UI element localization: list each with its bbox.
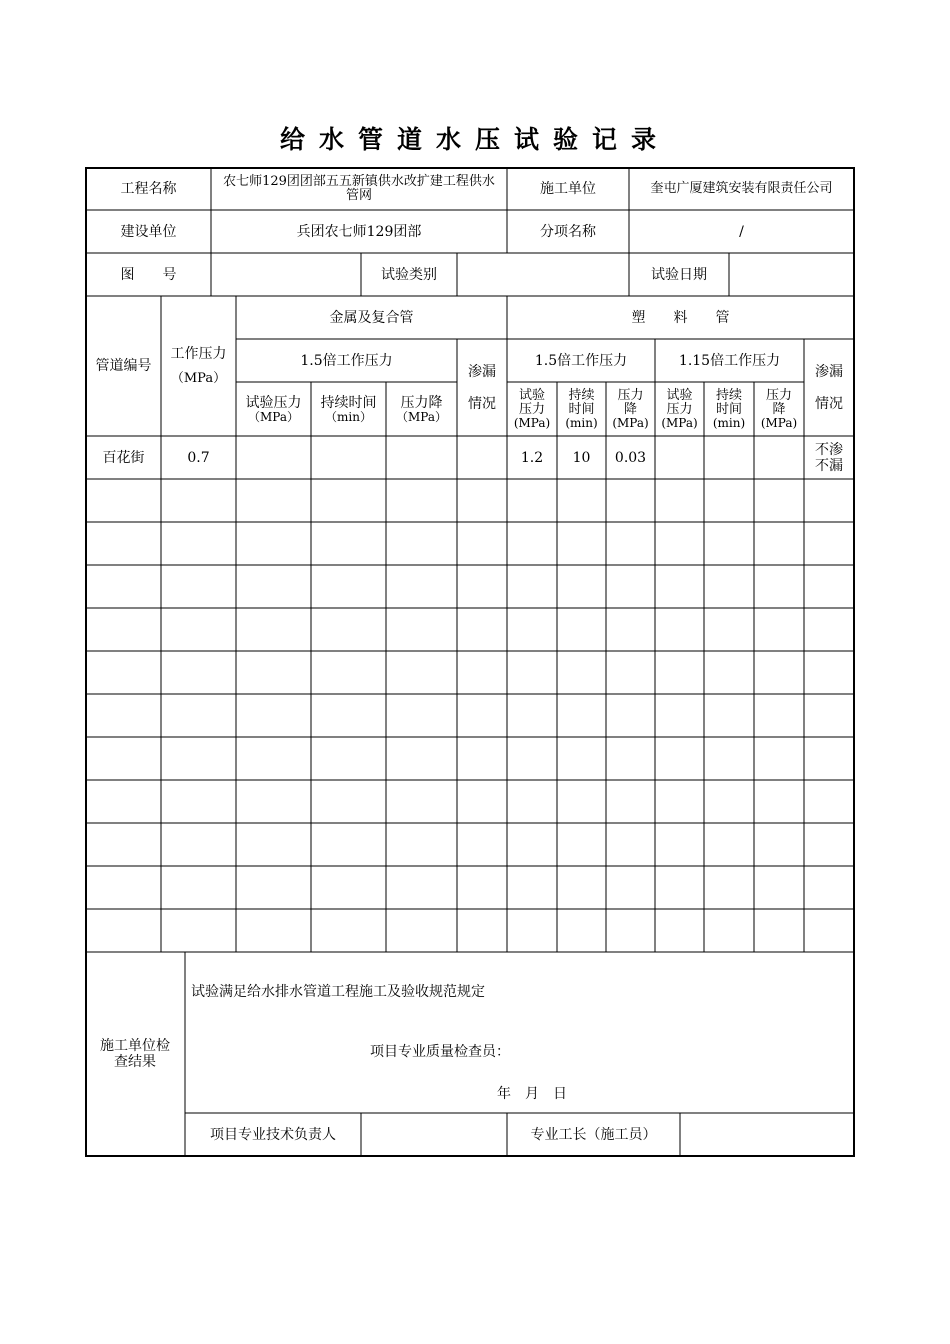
col-p15-dur-unit: (min) <box>565 415 598 430</box>
row-p15-duration: 10 <box>572 449 591 466</box>
col-work-pressure-unit: （MPa） <box>170 371 227 386</box>
col-p115-test-l2: 压力 <box>666 401 693 417</box>
col-work-pressure <box>161 296 236 436</box>
quality-inspector: 项目专业质量检查员： <box>370 1044 510 1060</box>
col-p115-duration <box>704 382 754 436</box>
col-plastic-leak <box>804 339 854 436</box>
row-leak: 不渗不漏 <box>815 441 843 474</box>
col-p115-drop-l2: 降 <box>772 401 786 417</box>
col-metal-duration-unit: （min） <box>325 409 372 424</box>
col-metal-test-pressure-unit: （MPa） <box>248 409 299 424</box>
col-work-pressure-label: 工作压力 <box>170 346 227 362</box>
col-plastic-leak-line2: 情况 <box>815 395 843 412</box>
col-metal-duration-label: 持续时间 <box>320 394 377 411</box>
col-p115-drop-unit: (MPa) <box>760 415 798 430</box>
col-p115-dur-unit: (min) <box>712 415 746 430</box>
col-metal-drop <box>386 382 457 436</box>
row-p15-test: 1.2 <box>520 449 544 466</box>
col-p15-drop-l1: 压力 <box>617 387 644 403</box>
col-metal-composite: 金属及复合管 <box>329 309 414 326</box>
col-metal-test-pressure-label: 试验压力 <box>245 394 302 411</box>
contractor-value: 奎屯广厦建筑安装有限责任公司 <box>650 181 833 196</box>
check-date: 年 月 日 <box>497 1086 567 1102</box>
col-plastic: 塑 料 管 <box>631 309 730 326</box>
col-p115-dur-l2: 时间 <box>715 401 742 417</box>
col-p15-test-l1: 试验 <box>518 387 545 403</box>
subitem-label: 分项名称 <box>540 223 596 240</box>
check-result-label: 施工单位检查结果 <box>100 1038 170 1070</box>
col-plastic-15x: 1.5倍工作压力 <box>534 352 628 369</box>
col-metal-test-pressure <box>236 382 311 436</box>
subitem-value: / <box>739 223 744 240</box>
col-plastic-115x: 1.15倍工作压力 <box>678 352 781 369</box>
test-date-label: 试验日期 <box>651 266 707 283</box>
project-name-label: 工程名称 <box>120 181 177 197</box>
row-p15-drop: 0.03 <box>614 449 647 466</box>
col-pipe-no: 管道编号 <box>95 358 152 374</box>
col-p115-test-unit: (MPa) <box>661 415 698 430</box>
project-name-value: 农七师129团团部五五新镇供水改扩建工程供水管网 <box>223 174 495 203</box>
col-metal-duration <box>311 382 386 436</box>
col-metal-15x: 1.5倍工作压力 <box>300 352 393 369</box>
col-p15-test-l2: 压力 <box>518 401 545 417</box>
row-work-pressure: 0.7 <box>187 449 210 466</box>
col-p115-test <box>655 382 704 436</box>
col-p15-test-unit: (MPa) <box>513 415 551 430</box>
col-p115-drop <box>754 382 804 436</box>
check-statement: 试验满足给水排水管道工程施工及验收规范规定 <box>191 984 485 1000</box>
col-metal-leak-line1: 渗漏 <box>468 363 496 380</box>
col-p15-dur-l2: 时间 <box>568 401 595 417</box>
tech-lead-label: 项目专业技术负责人 <box>210 1126 336 1143</box>
col-p15-test <box>507 382 557 436</box>
col-p15-duration <box>557 382 606 436</box>
test-type-label: 试验类别 <box>381 266 437 283</box>
col-plastic-leak-line1: 渗漏 <box>815 363 843 380</box>
contractor-label: 施工单位 <box>540 181 596 197</box>
owner-label: 建设单位 <box>120 223 177 240</box>
col-metal-drop-unit: （MPa） <box>396 409 447 424</box>
col-metal-leak-line2: 情况 <box>468 395 496 412</box>
col-p15-drop <box>606 382 655 436</box>
col-metal-drop-label: 压力降 <box>400 394 443 411</box>
foreman-label: 专业工长（施工员） <box>530 1126 657 1143</box>
col-p115-test-l1: 试验 <box>666 387 693 403</box>
col-p115-drop-l1: 压力 <box>765 387 792 403</box>
col-p15-drop-unit: (MPa) <box>612 415 649 430</box>
drawing-no-label: 图 号 <box>120 266 177 283</box>
col-metal-leak <box>457 339 507 436</box>
owner-value: 兵团农七师129团部 <box>296 223 422 240</box>
col-p115-dur-l1: 持续 <box>715 387 742 403</box>
row-pipe: 百花街 <box>102 449 145 466</box>
col-p15-dur-l1: 持续 <box>568 387 595 403</box>
page-title: 给水管道水压试验记录 <box>279 125 670 154</box>
col-p15-drop-l2: 降 <box>623 401 637 417</box>
